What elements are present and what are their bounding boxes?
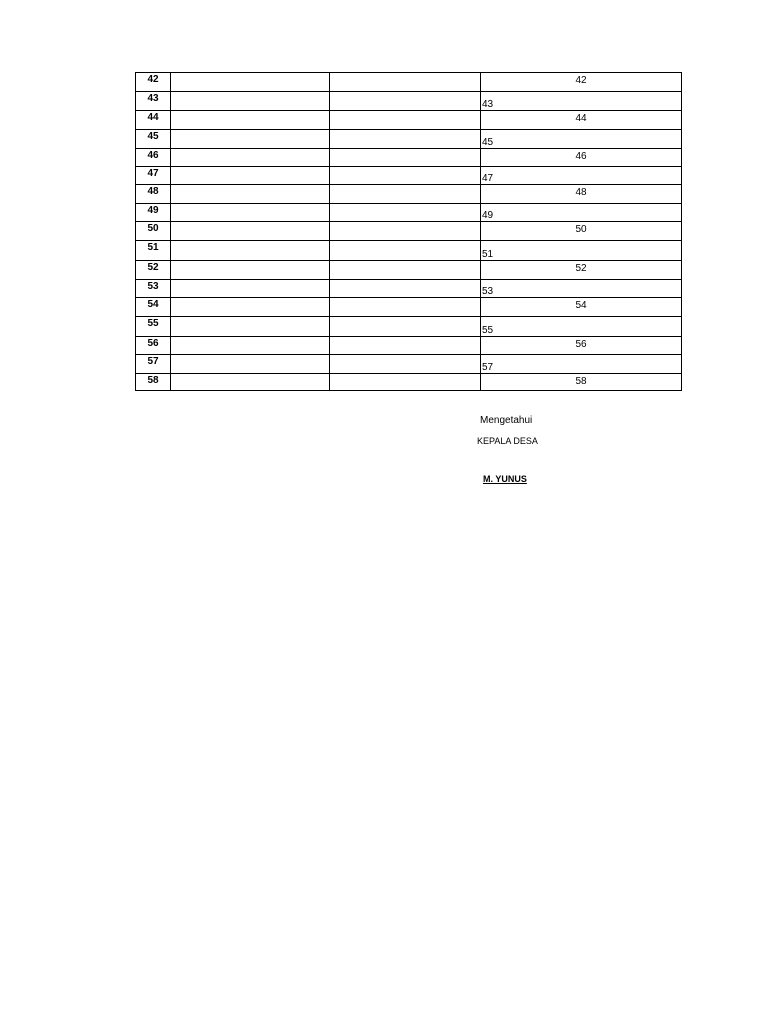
value-cell	[481, 355, 682, 374]
empty-cell-b	[330, 355, 481, 374]
table-row	[136, 130, 682, 149]
row-number-cell: 48	[136, 185, 171, 204]
value-text: 50	[575, 224, 587, 235]
empty-cell-a	[171, 73, 330, 92]
empty-cell-a	[171, 298, 330, 317]
value-text: 42	[575, 75, 587, 86]
value-cell	[481, 73, 682, 92]
row-number-cell: 53	[136, 280, 171, 298]
empty-cell-b	[330, 167, 481, 185]
row-number-cell: 56	[136, 337, 171, 355]
data-table-body	[136, 73, 682, 391]
value-cell	[481, 374, 682, 391]
value-cell	[481, 130, 682, 149]
row-number-cell: 42	[136, 73, 171, 92]
empty-cell-b	[330, 374, 481, 391]
table-row	[136, 337, 682, 355]
value-text: 56	[575, 339, 587, 350]
row-number-cell: 52	[136, 261, 171, 280]
value-text: 44	[575, 113, 587, 124]
empty-cell-b	[330, 92, 481, 111]
empty-cell-b	[330, 73, 481, 92]
value-cell	[481, 149, 682, 167]
value-text: 52	[575, 263, 587, 274]
value-cell	[481, 92, 682, 111]
value-text: 45	[482, 137, 494, 148]
table-row	[136, 73, 682, 92]
row-number-cell: 46	[136, 149, 171, 167]
row-number-cell: 45	[136, 130, 171, 149]
empty-cell-a	[171, 261, 330, 280]
row-number-cell: 49	[136, 204, 171, 222]
empty-cell-b	[330, 222, 481, 241]
table-row	[136, 317, 682, 337]
row-number-cell: 55	[136, 317, 171, 337]
empty-cell-a	[171, 337, 330, 355]
table-row	[136, 222, 682, 241]
value-cell	[481, 241, 682, 261]
table-row	[136, 204, 682, 222]
value-cell	[481, 280, 682, 298]
row-number-cell: 50	[136, 222, 171, 241]
empty-cell-a	[171, 317, 330, 337]
value-text: 47	[482, 173, 494, 184]
value-cell	[481, 317, 682, 337]
value-cell	[481, 261, 682, 280]
value-text: 46	[575, 151, 587, 162]
empty-cell-b	[330, 204, 481, 222]
empty-cell-b	[330, 241, 481, 261]
value-text: 58	[575, 376, 587, 387]
table-row	[136, 185, 682, 204]
value-cell	[481, 185, 682, 204]
value-cell	[481, 298, 682, 317]
table-row	[136, 92, 682, 111]
empty-cell-a	[171, 149, 330, 167]
value-text: 54	[575, 300, 587, 311]
empty-cell-a	[171, 355, 330, 374]
value-text: 49	[482, 210, 494, 221]
table-row	[136, 261, 682, 280]
value-cell	[481, 111, 682, 130]
empty-cell-a	[171, 130, 330, 149]
empty-cell-b	[330, 261, 481, 280]
village-head-name: M. YUNUS	[483, 474, 527, 484]
row-number-cell: 58	[136, 374, 171, 391]
value-text: 55	[482, 325, 494, 336]
value-cell	[481, 222, 682, 241]
empty-cell-a	[171, 222, 330, 241]
empty-cell-b	[330, 130, 481, 149]
row-number-cell: 54	[136, 298, 171, 317]
value-text: 53	[482, 286, 494, 297]
empty-cell-b	[330, 280, 481, 298]
empty-cell-b	[330, 298, 481, 317]
row-number-cell: 44	[136, 111, 171, 130]
empty-cell-a	[171, 241, 330, 261]
table-row	[136, 241, 682, 261]
row-number-cell: 51	[136, 241, 171, 261]
value-text: 57	[482, 362, 494, 373]
value-cell	[481, 204, 682, 222]
empty-cell-a	[171, 374, 330, 391]
table-row	[136, 167, 682, 185]
village-head-title: KEPALA DESA	[477, 436, 538, 446]
table-row	[136, 111, 682, 130]
empty-cell-a	[171, 167, 330, 185]
empty-cell-a	[171, 280, 330, 298]
value-cell	[481, 167, 682, 185]
empty-cell-a	[171, 111, 330, 130]
empty-cell-a	[171, 92, 330, 111]
empty-cell-b	[330, 337, 481, 355]
row-number-cell: 43	[136, 92, 171, 111]
empty-cell-b	[330, 149, 481, 167]
value-cell	[481, 337, 682, 355]
value-text: 51	[482, 249, 494, 260]
acknowledged-label: Mengetahui	[480, 415, 533, 426]
table-row	[136, 374, 682, 391]
row-number-cell: 57	[136, 355, 171, 374]
empty-cell-b	[330, 111, 481, 130]
empty-cell-b	[330, 317, 481, 337]
table-row	[136, 355, 682, 374]
row-number-cell: 47	[136, 167, 171, 185]
table-row	[136, 149, 682, 167]
table-row	[136, 280, 682, 298]
empty-cell-b	[330, 185, 481, 204]
empty-cell-a	[171, 185, 330, 204]
empty-cell-a	[171, 204, 330, 222]
data-table	[135, 72, 682, 391]
value-text: 43	[482, 99, 494, 110]
value-text: 48	[575, 187, 587, 198]
table-row	[136, 298, 682, 317]
